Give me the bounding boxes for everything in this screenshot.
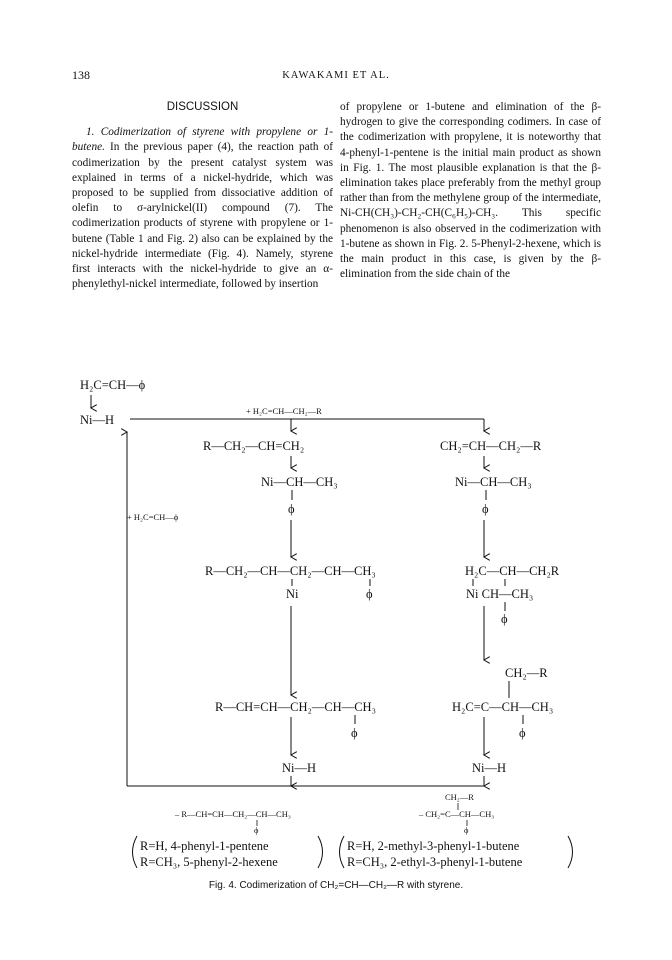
left-chain-phi: ϕ [366,587,373,601]
ni-ch-ch3-left: Ni—CH—CH₃ [261,475,338,489]
paren-left-open [133,836,138,868]
styrene-reagent: + H₂C=CH—ϕ [127,512,179,522]
bottom-right-phi: ϕ [464,825,469,835]
bottom-right-formula: – CH₂=C—CH—CH₃ [419,809,495,819]
result-left-2: R=CH₃, 5-phenyl-2-hexene [140,855,278,869]
left-chain: R—CH₂—CH—CH₂—CH—CH₃ [205,564,376,578]
right-paragraph: of propylene or 1-butene and elimination of the β-hydrogen to give the corresponding codimers. In case of the codimerization with propylene, it is noteworthy that 4-phenyl-1-pentene is the initial main product as shown in Fig. 1. The most plausible explanation is that the β-elimination takes place preferably from the methyl group rather than from the methylene group of the intermediate, Ni-CH(CH₃)-CH₂-CH(C₆H₅)-CH₃. This specific phenomenon is also observed in the codimerization with 1-butene as shown in Fig. 2. 5-Phenyl-2-hexene, which is the main product in this case, is given by the β-elimination from the side chain of the [340,101,601,281]
paren-left-close [318,836,323,868]
bottom-left-phi: ϕ [254,825,259,835]
page-number: 138 [72,68,90,82]
right-product-phi: ϕ [519,726,526,740]
ni-ch-ch3-right: Ni—CH—CH₃ [455,475,532,489]
bottom-right-ch2r: CH₂—R [445,792,474,802]
right-product: H₂C=C—CH—CH₃ [452,700,554,714]
running-head: KAWAKAMI ET AL. [282,70,390,81]
olefin-reagent: + H₂C=CH—CH₂—R [246,406,322,416]
figure-caption: Fig. 4. Codimerization of CH₂=CH—CH₂—R with styrene. [208,880,464,891]
paren-right-close [568,836,573,868]
paren-right-open [340,836,345,868]
right-ch2r: CH₂—R [505,666,548,680]
right-olefin: CH₂=CH—CH₂—R [440,439,542,453]
left-product-phi: ϕ [351,726,358,740]
result-right-2: R=CH₃, 2-ethyl-3-phenyl-1-butene [347,855,523,869]
section-title: DISCUSSION [166,101,239,113]
ni-h-right: Ni—H [472,761,507,775]
styrene-top: H₂C=CH—ϕ [80,378,146,392]
right-h2c: H₂C—CH—CH₂R [465,564,560,578]
left-chain-ni: Ni [286,587,299,601]
result-left-1: R=H, 4-phenyl-1-pentene [140,839,269,853]
bottom-left-formula: – R—CH=CH—CH₂—CH—CH₃ [175,809,291,819]
left-olefin: R—CH₂—CH=CH₂ [203,439,305,453]
phi-right: ϕ [482,502,489,516]
left-product: R—CH=CH—CH₂—CH—CH₃ [215,700,376,714]
result-right-1: R=H, 2-methyl-3-phenyl-1-butene [347,839,520,853]
ni-h-top: Ni—H [80,413,115,427]
subsection-title: 1. Codimerization of styrene with propylene or 1-butene. [72,126,333,154]
phi-left: ϕ [288,502,295,516]
left-paragraph-body: In the previous paper (4), the reaction path of codimerization by the present catalyst system was explained in terms of a nickel-hydride, which was proposed to be supplied from dissociative addition of olefin to σ-arylnickel(II) compound (7). The codimerization products of styrene with propylene or 1-butene (Table 1 and Fig. 2) also can be explained by the nickel-hydride intermediate (Fig. 4). Namely, styrene first interacts with the nickel-hydride to give an α-phenylethyl-nickel intermediate, followed by insertion [72,141,333,291]
ni-h-left: Ni—H [282,761,317,775]
right-ni-ch: Ni CH—CH₃ [466,587,534,601]
right-ni-ch-phi: ϕ [501,612,508,626]
